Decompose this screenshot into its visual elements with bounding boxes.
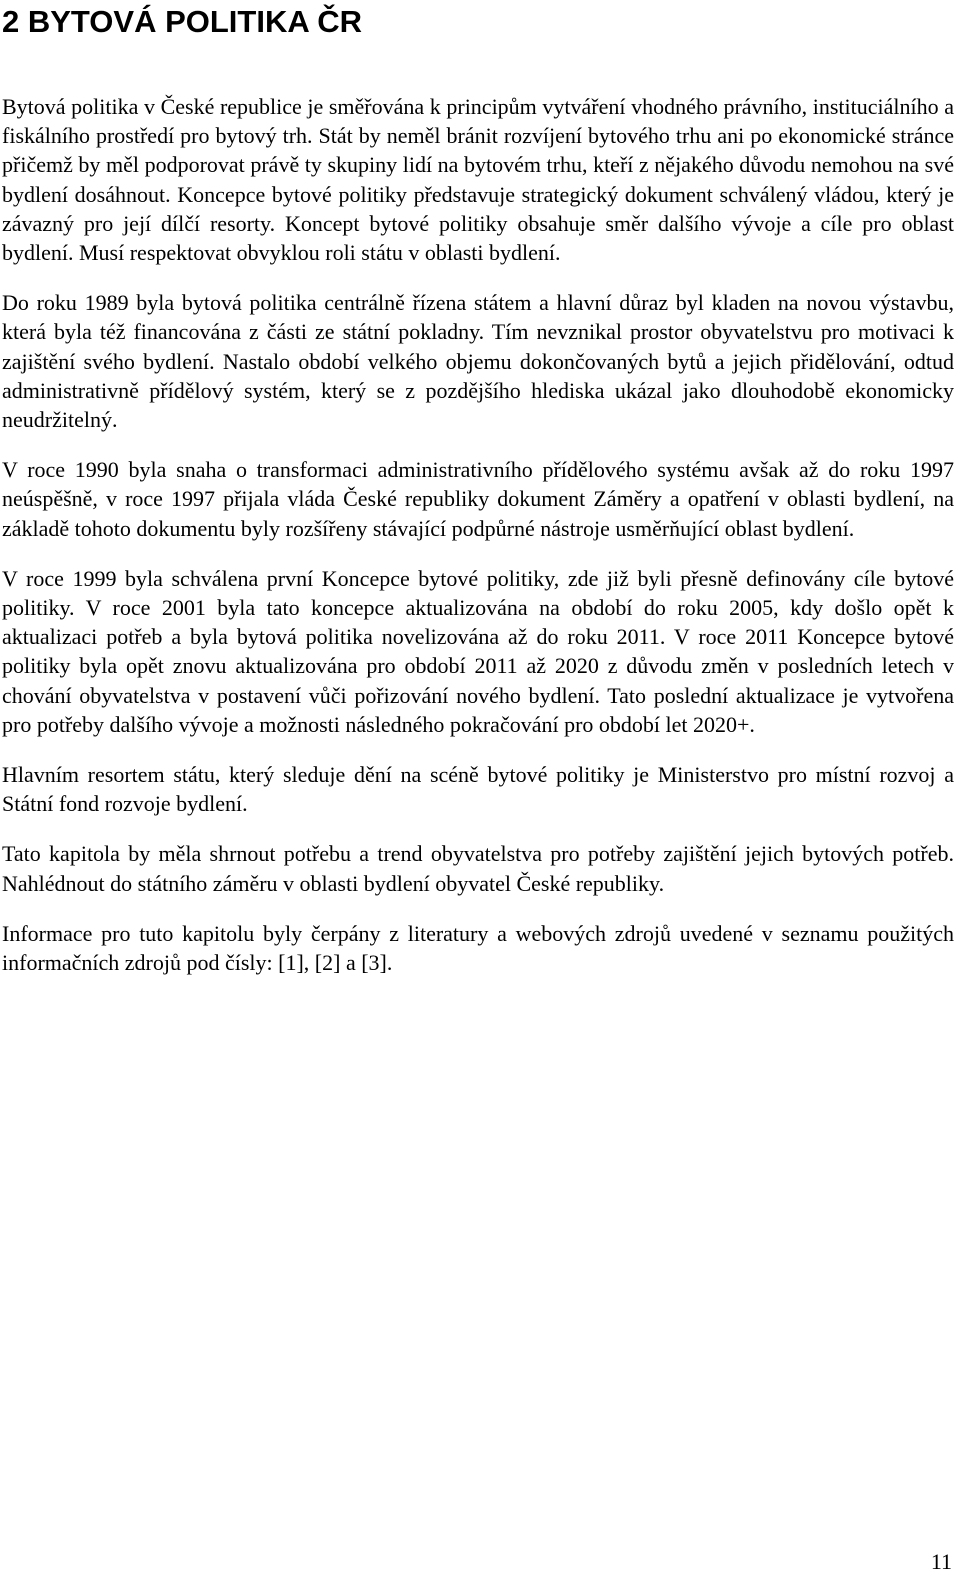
paragraph-1999-concept: V roce 1999 byla schválena první Koncepce bytové politiky, zde již byli přesně definovány cíle bytové politiky. V roce 2001 byla tato koncepce aktualizována na období do roku 2005, kdy došlo opět k aktualizaci potřeb a byla bytová politika novelizována až do roku 2011. V roce 2011 Koncepce bytové politiky byla opět znovu aktualizována pro období 2011 až 2020 z důvodu změn v posledních letech v chování obyvatelstva v postavení vůči pořizování nového bydlení. Tato poslední aktualizace je vytvořena pro potřeby dalšího vývoje a možnosti následného pokračování pro období let 2020+. (2, 565, 954, 737)
paragraph-1990-transformation: V roce 1990 byla snaha o transformaci administrativního přídělového systému avšak až do roku 1997 neúspěšně, v roce 1997 přijala vláda České republiky dokument Záměry a opatření v oblasti bydlení, na základě tohoto dokumentu byly rozšířeny stávající podpůrné nástroje usměrňující oblast bydlení. (2, 457, 954, 541)
paragraph-sources: Informace pro tuto kapitolu byly čerpány z literatury a webových zdrojů uvedené v seznamu použitých informačních zdrojů pod čísly: [1], [2] a [3]. (2, 920, 954, 976)
paragraph-housing-policy-intro: Bytová politika v České republice je směřována k principům vytváření vhodného právního, instituciálního a fiskálního prostředí pro bytový trh. Stát by neměl bránit rozvíjení bytového trhu ani po ekonomické stránce přičemž by měl podporovat právě ty skupiny lidí na bytovém trhu, kteří z nějakého důvodu nemohou na své bydlení dosáhnout. Koncepce bytové politiky představuje strategický dokument schválený vládou, který je závazný pro její dílčí resorty. Koncept bytové politiky obsahuje směr dalšího vývoje a cíle pro oblast bydlení. Musí respektovat obvyklou roli státu v oblasti bydlení. (2, 94, 954, 266)
page-number: 11 (930, 1549, 952, 1574)
paragraph-chapter-purpose: Tato kapitola by měla shrnout potřebu a trend obyvatelstva pro potřeby zajištění jejich bytových potřeb. Nahlédnout do státního záměru v oblasti bydlení obyvatel České republiky. (2, 841, 954, 896)
chapter-heading: 2 BYTOVÁ POLITIKA ČR (2, 4, 362, 39)
paragraph-main-resort: Hlavním resortem státu, který sleduje dění na scéně bytové politiky je Ministerstvo pro místní rozvoj a Státní fond rozvoje bydlení. (2, 762, 954, 817)
chapter-body (2, 92, 954, 998)
paragraph-before-1989: Do roku 1989 byla bytová politika centrálně řízena státem a hlavní důraz byl kladen na novou výstavbu, která byla též financována z části ze státní pokladny. Tím nevznikal prostor obyvatelstvu pro motivaci k zajištění svého bydlení. Nastalo období velkého objemu dokončovaných bytů a jejich přidělování, odtud administrativně přídělový systém, který se z pozdějšího hlediska ukázal jako dlouhodobě ekonomicky neudržitelný. (2, 290, 954, 433)
